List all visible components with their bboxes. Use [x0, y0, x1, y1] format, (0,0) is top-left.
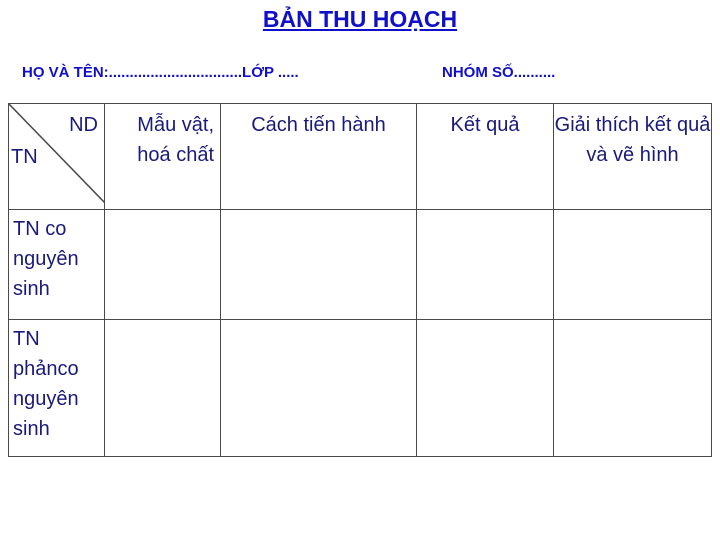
column-header-procedure: Cách tiến hành	[221, 104, 417, 210]
name-class-line: HỌ VÀ TÊN:................................LỚP .....	[22, 64, 299, 81]
table-cell	[105, 320, 221, 457]
table-row	[9, 210, 712, 320]
row-label-plasmolysis: TN co nguyên sinh	[9, 210, 105, 320]
column-header-explanation: Giải thích kết quả và vẽ hình	[554, 104, 712, 210]
table-cell	[221, 320, 417, 457]
page-title: BẢN THU HOẠCH	[262, 6, 458, 32]
column-header-samples: Mẫu vật, hoá chất	[105, 104, 221, 210]
table-row	[9, 320, 712, 457]
column-header-result: Kết quả	[417, 104, 554, 210]
table-cell	[105, 210, 221, 320]
table-cell	[221, 210, 417, 320]
report-table	[8, 103, 712, 457]
group-number-line: NHÓM SỐ..........	[442, 64, 556, 81]
table-cell	[554, 320, 712, 457]
corner-top-label: ND	[69, 114, 98, 136]
table-cell	[417, 320, 554, 457]
table-cell	[554, 210, 712, 320]
corner-cell	[9, 104, 105, 210]
header-row	[9, 104, 712, 210]
table-cell	[417, 210, 554, 320]
row-label-deplasmolysis: TN phảnco nguyên sinh	[9, 320, 105, 457]
corner-bottom-label: TN	[11, 146, 38, 168]
